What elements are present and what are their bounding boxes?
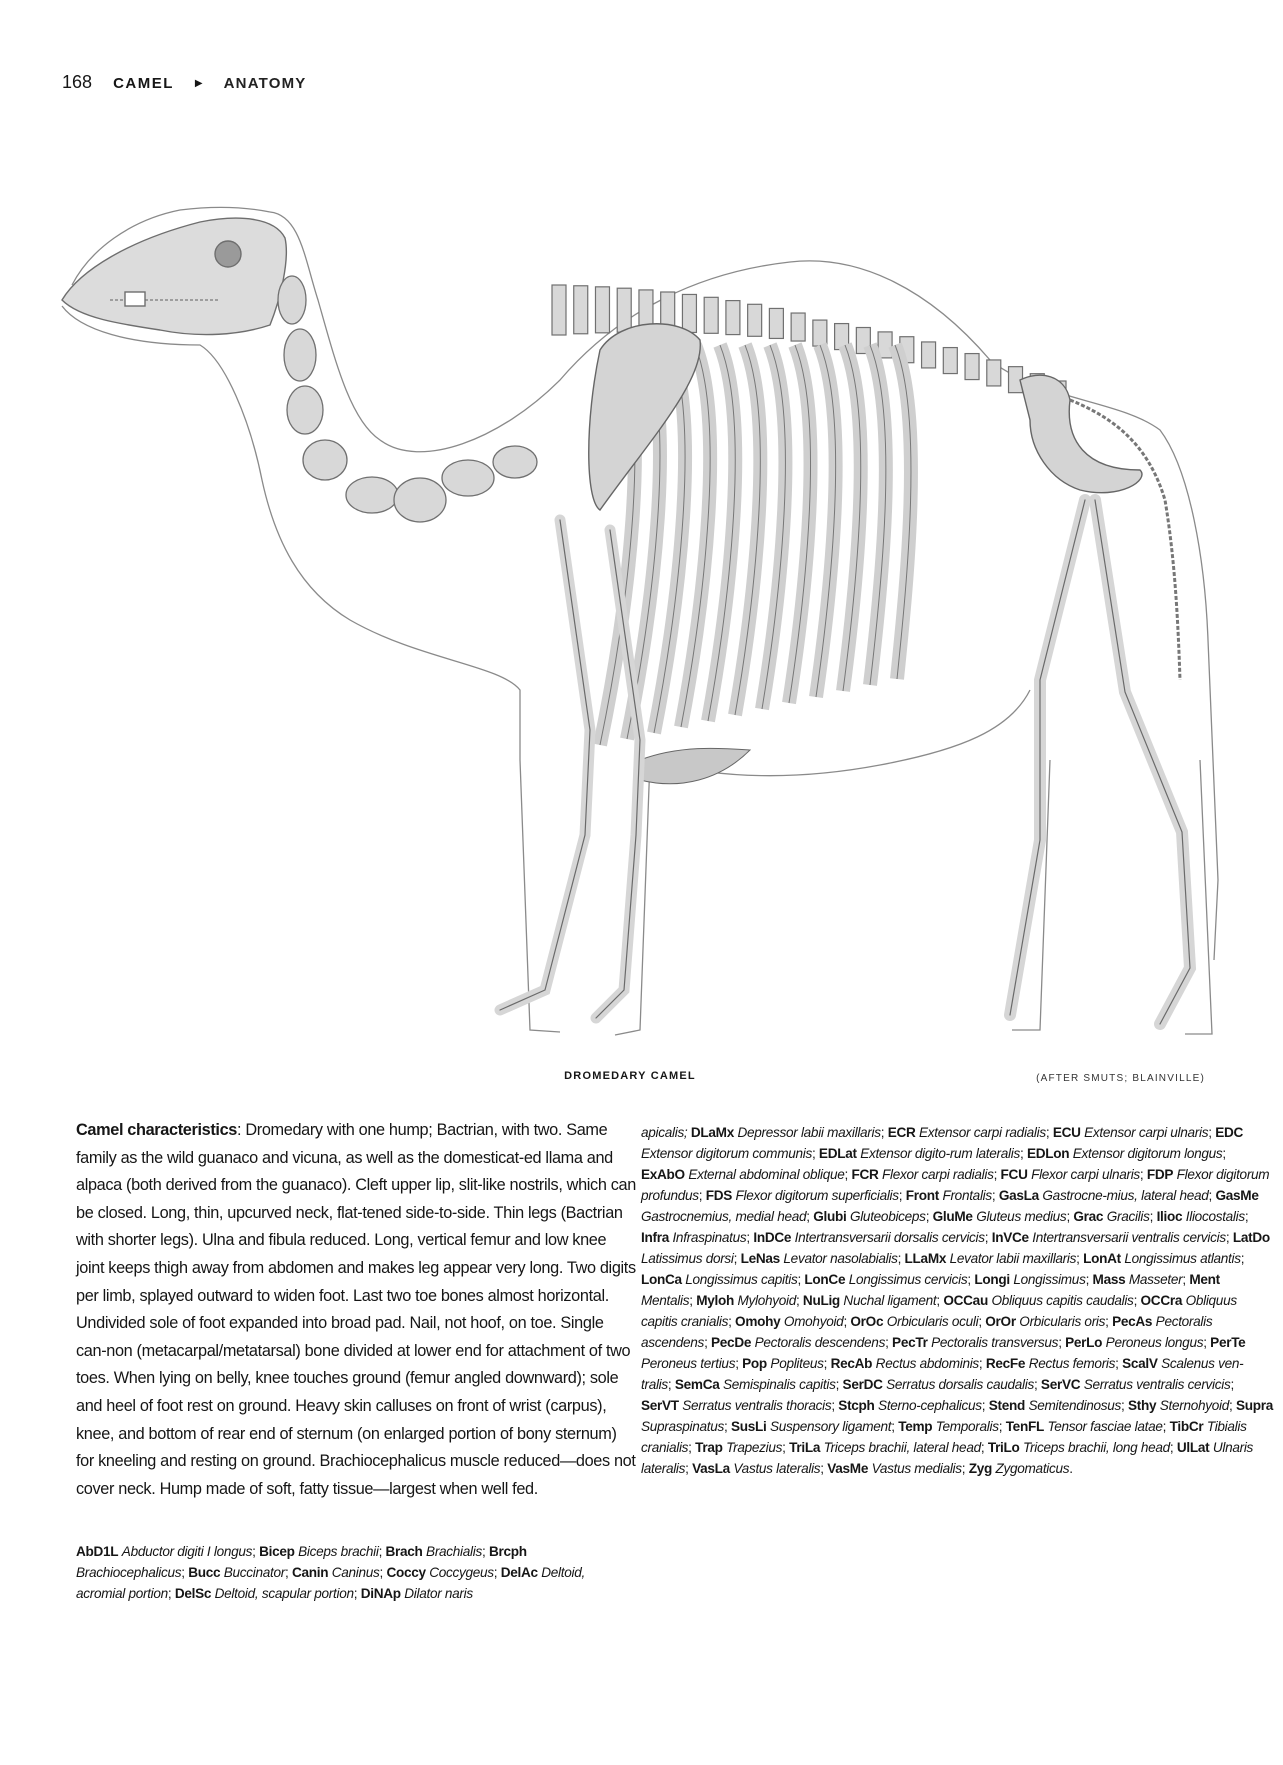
vertebra: [726, 301, 740, 335]
vertebra: [922, 342, 936, 368]
characteristics-lead: Camel characteristics: [76, 1121, 237, 1139]
legend-abbreviation: SusLi: [730, 1419, 767, 1434]
vertebra: [574, 286, 588, 334]
legend-abbreviation: Pop: [742, 1356, 767, 1371]
legend-muscle-name: Extensor digitorum longus: [1072, 1146, 1223, 1161]
legend-abbreviation: LatDo: [1232, 1230, 1270, 1245]
legend-abbreviation: LeNas: [740, 1251, 780, 1266]
legend-abbreviation: ECR: [887, 1125, 916, 1140]
legend-abbreviation: Longi: [974, 1272, 1010, 1287]
legend-abbreviation: Myloh: [696, 1293, 734, 1308]
vertebra: [965, 354, 979, 380]
legend-abbreviation: EDLat: [818, 1146, 857, 1161]
legend-abbreviation: Infra: [641, 1230, 669, 1245]
legend-muscle-name: External abdominal oblique: [688, 1167, 845, 1182]
legend-abbreviation: Grac: [1073, 1209, 1104, 1224]
legend-abbreviation: GluMe: [932, 1209, 973, 1224]
page-number: 168: [62, 72, 93, 92]
legend-abbreviation: Mass: [1092, 1272, 1126, 1287]
legend-muscle-name: Latissimus dorsi: [641, 1251, 734, 1266]
figure-credit: (AFTER SMUTS; BLAINVILLE): [1036, 1073, 1205, 1084]
legend-abbreviation: FCU: [1000, 1167, 1028, 1182]
legend-muscle-name: Obliquus capitis caudalis: [991, 1293, 1134, 1308]
legend-muscle-name: Gluteobiceps: [849, 1209, 926, 1224]
legend-muscle-name: Brachiocephalicus: [76, 1565, 182, 1581]
legend-muscle-name: Orbicularis oculi: [886, 1314, 979, 1329]
legend-muscle-name: Infraspinatus: [672, 1230, 747, 1245]
legend-abbreviation: Brcph: [488, 1544, 527, 1560]
legend-abbreviation: Stcph: [838, 1398, 875, 1413]
legend-abbreviation: SerVC: [1040, 1377, 1081, 1392]
legend-abbreviation: GasLa: [998, 1188, 1039, 1203]
legend-muscle-name: Longissimus: [1013, 1272, 1086, 1287]
legend-muscle-name: Gluteus medius: [976, 1209, 1067, 1224]
legend-abbreviation: SemCa: [674, 1377, 720, 1392]
legend-abbreviation: Bicep: [259, 1544, 295, 1560]
legend-muscle-name: Extensor digitorum communis: [641, 1146, 812, 1161]
left-column: [76, 1117, 636, 1604]
legend-muscle-name: Pectoralis descendens: [754, 1335, 886, 1350]
legend-muscle-name: Abductor digiti I longus: [121, 1544, 253, 1560]
legend-muscle-name: Flexor carpi radialis: [882, 1167, 994, 1182]
legend-muscle-name: Nuchal ligament: [843, 1293, 937, 1308]
legend-abbreviation: Ment: [1189, 1272, 1220, 1287]
legend-muscle-name: Mylohyoid: [737, 1293, 796, 1308]
legend-muscle-name: Longissimus capitis: [685, 1272, 798, 1287]
tail-bones: [1070, 400, 1180, 680]
legend-abbreviation: FDS: [705, 1188, 733, 1203]
legend-muscle-name: Rectus femoris: [1028, 1356, 1116, 1371]
legend-abbreviation: VasLa: [692, 1461, 730, 1476]
abbreviation-legend-left: AbD1L Abductor digiti I longus; Bicep Biceps brachii; Brach Brachialis; Brcph Brachiocephalicus; Bucc Buccinator; Canin Caninus; Coccy Coccygeus; DelAc Deltoid, acromial portion; DelSc Deltoid, scapular portion; DiNAp Dilator naris: [76, 1544, 585, 1602]
legend-abbreviation: ECU: [1052, 1125, 1081, 1140]
abbreviation-legend-right: apicalis; DLaMx Depressor labii maxillaris; ECR Extensor carpi radialis; ECU Extensor carpi ulnaris; EDC Extensor digitorum communis; EDLat Extensor digito-rum lateralis; EDLon Extensor digitorum longus; ExAbO External abdominal oblique; FCR Flexor carpi radialis; FCU Flexor carpi ulnaris; FDP Flexor digitorum profundus; FDS Flexor digitorum superficialis; Front Frontalis; GasLa Gastrocne-mius, lateral head; GasMe Gastrocnemius, medial head; Glubi Gluteobiceps; GluMe Gluteus medius; Grac Gracilis; Ilioc Iliocostalis; Infra Infraspinatus; InDCe Intertransversarii dorsalis cervicis; InVCe Intertransversarii ventralis cervicis; LatDo Latissimus dorsi; LeNas Levator nasolabialis; LLaMx Levator labii maxillaris; LonAt Longissimus atlantis; LonCa Longissimus capitis; LonCe Longissimus cervicis; Longi Longissimus; Mass Masseter; Ment Mentalis; Myloh Mylohyoid; NuLig Nuchal ligament; OCCau Obliquus capitis caudalis; OCCra Obliquus capitis cranialis; Omohy Omohyoid; OrOc Orbicularis oculi; OrOr Orbicularis oris; PecAs Pectoralis ascendens; PecDe Pectoralis descendens; PecTr Pectoralis transversus; PerLo Peroneus longus; PerTe Peroneus tertius; Pop Popliteus; RecAb Rectus abdominis; RecFe Rectus femoris; ScalV Scalenus ven-tralis; SemCa Semispinalis capitis; SerDC Serratus dorsalis caudalis; SerVC Serratus ventralis cervicis; SerVT Serratus ventralis thoracis; Stcph Sterno-cephalicus; Stend Semitendinosus; Sthy Sternohyoid; Supra Supraspinatus; SusLi Suspensory ligament; Temp Temporalis; TenFL Tensor fasciae latae; TibCr Tibialis cranialis; Trap Trapezius; TriLa Triceps brachii, lateral head; TriLo Triceps brachii, long head; UlLat Ulnaris lateralis; VasLa Vastus lateralis; VasMe Vastus medialis; Zyg Zygomaticus.: [641, 1125, 1273, 1476]
legend-muscle-name: Scalenus ven-tralis: [641, 1356, 1244, 1392]
legend-muscle-name: Vastus medialis: [871, 1461, 962, 1476]
legend-abbreviation: FCR: [851, 1167, 879, 1182]
legend-abbreviation: TibCr: [1169, 1419, 1204, 1434]
legend-muscle-name: Mentalis: [641, 1293, 690, 1308]
legend-muscle-name: Extensor digito-rum lateralis: [860, 1146, 1020, 1161]
legend-abbreviation: InDCe: [753, 1230, 792, 1245]
legend-muscle-name: Intertransversarii ventralis cervicis: [1032, 1230, 1226, 1245]
legend-abbreviation: AbD1L: [76, 1544, 119, 1560]
legend-muscle-name: Longissimus atlantis: [1124, 1251, 1241, 1266]
legend-muscle-name: Brachialis: [426, 1544, 482, 1560]
vertebra: [987, 360, 1001, 386]
legend-muscle-name: Orbicularis oris: [1019, 1314, 1106, 1329]
legend-abbreviation: Canin: [291, 1565, 329, 1581]
legend-muscle-name: Peroneus longus: [1105, 1335, 1204, 1350]
rib: [870, 345, 886, 685]
legs: [500, 500, 1190, 1024]
legend-muscle-name: Omohyoid: [783, 1314, 844, 1329]
legend-abbreviation: Supra: [1235, 1398, 1273, 1413]
sternum: [640, 748, 750, 783]
legend-muscle-name: Coccygeus: [429, 1565, 494, 1581]
legend-muscle-name: Flexor digitorum profundus: [641, 1167, 1270, 1203]
legend-abbreviation: LonAt: [1083, 1251, 1121, 1266]
characteristics-text: : Dromedary with one hump; Bactrian, with two. Same family as the wild guanaco and vicuna, as well as the domesticat-ed llama and alpaca (both derived from the guanaco). Cleft upper lip, slit-like nostrils, which can be closed. Long, thin, upcurved neck, flat-tened side-to-side. Thin legs (Bactrian with shorter legs). Ulna and fibula reduced. Long, vertical femur and low knee joint keeps thigh away from abdomen and makes leg appear very long. Two digits per limb, splayed outward to widen foot. Last two toe bones almost horizontal. Undivided sole of foot expanded into broad pad. Nail, not hoof, on toe. Single can-non (metacarpal/metatarsal) bone divided at lower end for attachment of two toes. When lying on belly, knee touches ground (femur angled downward); sole and heel of foot rest on ground. Heavy skin calluses on front of wrist (carpus), knee, and bottom of rear end of sternum (on enlarged portion of bony sternum) for kneeling and resting on ground. Brachiocephalicus muscle reduced—does not cover neck. Hump made of soft, fatty tissue—largest when well fed.: [76, 1121, 636, 1498]
rib: [895, 345, 911, 679]
legend-abbreviation: PecDe: [711, 1335, 752, 1350]
vertebra: [552, 285, 566, 335]
legend-muscle-name: Rectus abdominis: [875, 1356, 979, 1371]
legend-muscle-name: Gracilis: [1106, 1209, 1150, 1224]
legend-muscle-name: Serratus ventralis cervicis: [1083, 1377, 1231, 1392]
legend-muscle-name: Zygomaticus: [995, 1461, 1070, 1476]
legend-muscle-name: Frontalis: [942, 1188, 992, 1203]
legend-muscle-name: Obliquus capitis cranialis: [641, 1293, 1237, 1329]
legend-abbreviation: PerTe: [1210, 1335, 1246, 1350]
legend-abbreviation: Glubi: [813, 1209, 847, 1224]
figure-caption: DROMEDARY CAMEL: [564, 1070, 696, 1082]
legend-muscle-name: Levator nasolabialis: [783, 1251, 898, 1266]
vertebra: [595, 287, 609, 333]
legend-muscle-name: Sterno-cephalicus: [878, 1398, 982, 1413]
legend-abbreviation: LonCe: [804, 1272, 846, 1287]
legend-muscle-name: Vastus lateralis: [733, 1461, 821, 1476]
legend-muscle-name: Flexor carpi ulnaris: [1031, 1167, 1140, 1182]
legend-abbreviation: Brach: [385, 1544, 423, 1560]
vertebra: [704, 297, 718, 333]
legend-muscle-name: Depressor labii maxillaris: [737, 1125, 881, 1140]
legend-abbreviation: SerVT: [641, 1398, 679, 1413]
legend-muscle-name: Biceps brachii: [298, 1544, 379, 1560]
legend-abbreviation: Temp: [898, 1419, 933, 1434]
legend-muscle-name: Pectoralis transversus: [931, 1335, 1059, 1350]
legend-muscle-name: Semispinalis capitis: [722, 1377, 836, 1392]
legend-abbreviation: OCCra: [1140, 1293, 1183, 1308]
legend-muscle-name: Popliteus: [770, 1356, 824, 1371]
vertebra: [682, 294, 696, 332]
legend-muscle-name: Deltoid, acromial portion: [76, 1565, 585, 1602]
section-title: CAMEL: [113, 75, 174, 92]
legend-abbreviation: RecFe: [985, 1356, 1026, 1371]
legend-abbreviation: GasMe: [1215, 1188, 1259, 1203]
legend-abbreviation: SerDC: [842, 1377, 883, 1392]
legend-muscle-name: Dilator naris: [404, 1586, 473, 1602]
skull: [62, 218, 286, 334]
legend-muscle-name: Ulnaris lateralis: [641, 1440, 1254, 1476]
legend-muscle-name: Semitendinosus: [1028, 1398, 1122, 1413]
legend-abbreviation: UlLat: [1176, 1440, 1210, 1455]
pelvis: [1020, 375, 1142, 493]
legend-muscle-name: Caninus: [331, 1565, 380, 1581]
legend-muscle-name: Triceps brachii, lateral head: [823, 1440, 981, 1455]
legend-muscle-name: Gastrocne-mius, lateral head: [1042, 1188, 1209, 1203]
legend-abbreviation: Bucc: [188, 1565, 221, 1581]
legend-muscle-name: Flexor digitorum superficialis: [735, 1188, 899, 1203]
legend-muscle-name: Serratus dorsalis caudalis: [886, 1377, 1034, 1392]
legend-muscle-name: Intertransversarii dorsalis cervicis: [794, 1230, 985, 1245]
right-column: [641, 1122, 1273, 1479]
legend-muscle-name: Tensor fasciae latae: [1047, 1419, 1163, 1434]
characteristics-paragraph: [76, 1117, 636, 1503]
legend-abbreviation: FDP: [1146, 1167, 1174, 1182]
legend-abbreviation: PerLo: [1065, 1335, 1103, 1350]
legend-abbreviation: TriLa: [789, 1440, 821, 1455]
legend-muscle-name: Suspensory ligament: [769, 1419, 892, 1434]
rib: [843, 345, 861, 691]
neck-vertebrae: [278, 276, 537, 522]
legend-abbreviation: Sthy: [1127, 1398, 1157, 1413]
legend-abbreviation: EDC: [1215, 1125, 1244, 1140]
legend-abbreviation: LonCa: [641, 1272, 682, 1287]
legend-abbreviation: InVCe: [991, 1230, 1029, 1245]
legend-abbreviation: DiNAp: [360, 1586, 401, 1602]
legend-muscle-name: Extensor carpi radialis: [919, 1125, 1046, 1140]
legend-abbreviation: NuLig: [802, 1293, 840, 1308]
legend-abbreviation: LLaMx: [904, 1251, 947, 1266]
legend-muscle-name: Serratus ventralis thoracis: [682, 1398, 832, 1413]
legend-abbreviation: Trap: [695, 1440, 723, 1455]
legend-muscle-name: Levator labii maxillaris: [949, 1251, 1077, 1266]
legend-abbreviation: OrOc: [850, 1314, 884, 1329]
legend-continuation: apicalis;: [641, 1125, 688, 1140]
legend-muscle-name: Pectoralis ascendens: [641, 1314, 1213, 1350]
legend-abbreviation: ScalV: [1122, 1356, 1158, 1371]
legend-abbreviation: PecAs: [1112, 1314, 1153, 1329]
legend-muscle-name: Tibialis cranialis: [641, 1419, 1247, 1455]
vertebra: [791, 313, 805, 341]
legend-muscle-name: Peroneus tertius: [641, 1356, 736, 1371]
legend-abbreviation: PecTr: [892, 1335, 928, 1350]
legend-abbreviation: DelSc: [174, 1586, 212, 1602]
legend-abbreviation: Zyg: [968, 1461, 993, 1476]
legend-abbreviation: Omohy: [735, 1314, 781, 1329]
legend-muscle-name: Triceps brachii, long head: [1023, 1440, 1170, 1455]
legend-abbreviation: TenFL: [1005, 1419, 1044, 1434]
legend-muscle-name: Longissimus cervicis: [848, 1272, 968, 1287]
legend-muscle-name: Supraspinatus: [641, 1419, 725, 1434]
legend-muscle-name: Buccinator: [223, 1565, 285, 1581]
vertebra: [813, 320, 827, 346]
legend-abbreviation: EDLon: [1026, 1146, 1070, 1161]
legend-abbreviation: Ilioc: [1156, 1209, 1183, 1224]
breadcrumb-arrow-icon: ▶: [194, 78, 203, 89]
legend-muscle-name: Sternohyoid: [1159, 1398, 1229, 1413]
legend-muscle-name: Temporalis: [935, 1419, 999, 1434]
vertebra: [617, 288, 631, 332]
legend-abbreviation: VasMe: [827, 1461, 869, 1476]
legend-abbreviation: Coccy: [386, 1565, 426, 1581]
legend-abbreviation: TriLo: [987, 1440, 1020, 1455]
legend-abbreviation: RecAb: [830, 1356, 873, 1371]
legend-abbreviation: Stend: [988, 1398, 1025, 1413]
legend-muscle-name: Gastrocnemius, medial head: [641, 1209, 807, 1224]
legend-muscle-name: Deltoid, scapular portion: [214, 1586, 354, 1602]
legend-muscle-name: Extensor carpi ulnaris: [1084, 1125, 1209, 1140]
rib: [816, 345, 836, 697]
legend-abbreviation: ExAbO: [641, 1167, 685, 1182]
vertebra: [748, 304, 762, 336]
legend-abbreviation: DelAc: [500, 1565, 538, 1581]
legend-muscle-name: Iliocostalis: [1185, 1209, 1245, 1224]
legend-abbreviation: OrOr: [985, 1314, 1016, 1329]
legend-abbreviation: OCCau: [943, 1293, 988, 1308]
legend-abbreviation: Front: [905, 1188, 939, 1203]
subsection-title: ANATOMY: [223, 75, 307, 92]
vertebra: [769, 308, 783, 338]
legend-muscle-name: Masseter: [1128, 1272, 1183, 1287]
legend-muscle-name: Trapezius: [726, 1440, 783, 1455]
vertebra: [943, 348, 957, 374]
legend-abbreviation: DLaMx: [690, 1125, 734, 1140]
